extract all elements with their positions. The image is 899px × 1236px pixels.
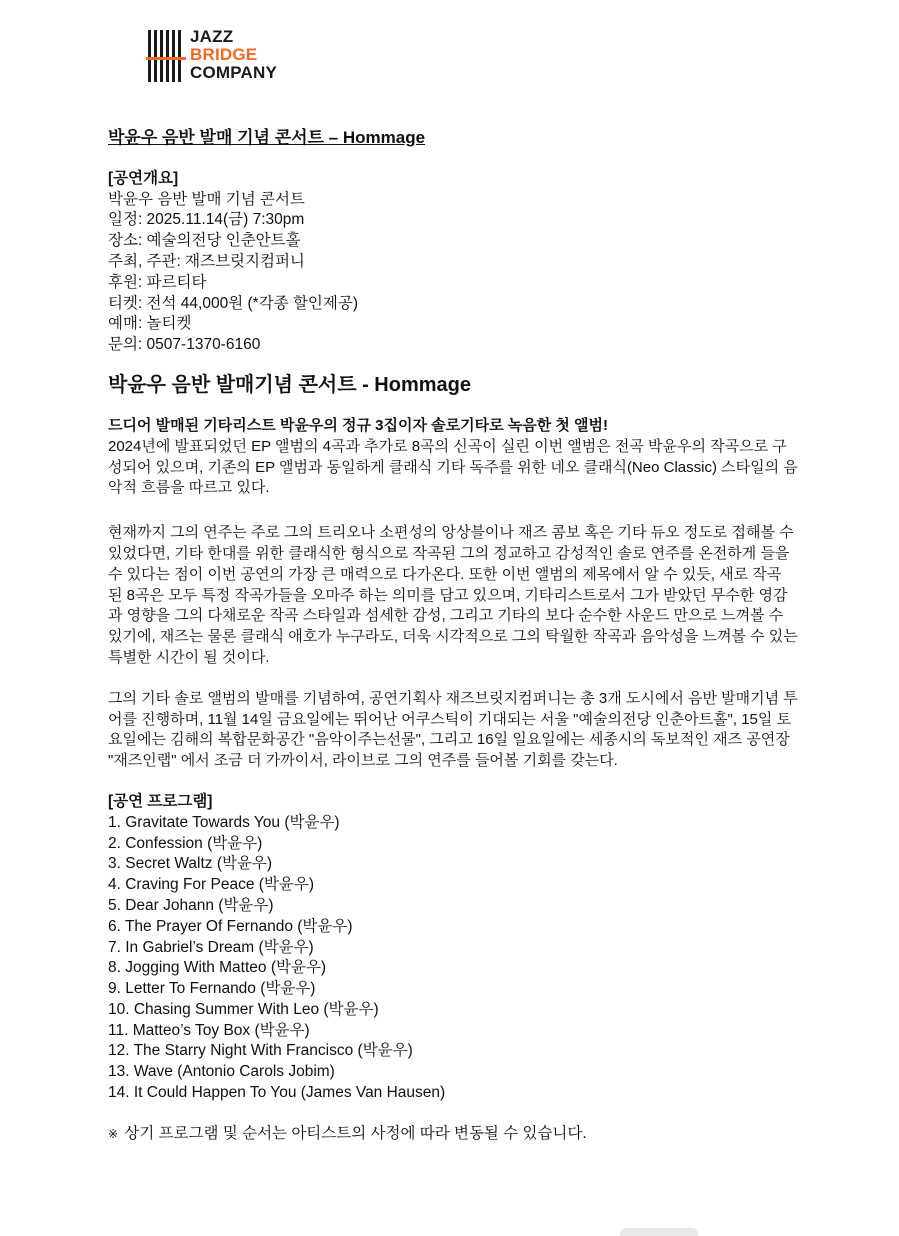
overview-heading: [공연개요]: [108, 169, 179, 187]
document-title: 박윤우 음반 발매 기념 콘서트 – Hommage: [108, 128, 426, 147]
program-note: [108, 1124, 798, 1145]
company-logo: [148, 26, 298, 88]
logo-line-3: COMPANY: [190, 63, 278, 82]
reference-mark-icon: ※: [108, 1126, 119, 1141]
program-item: 13. Wave (Antonio Carols Jobim): [108, 1063, 335, 1081]
program-item: 6. The Prayer Of Fernando (박윤우): [108, 917, 353, 935]
program-list: [108, 813, 798, 1104]
paragraph-3: 그의 기타 솔로 앨범의 발매를 기념하여, 공연기획사 재즈브릿지컴퍼니는 총 3개 도시에서 음반 발매기념 투어를 진행하며, 11월 14일 금요일에는 뛰어난 어쿠스틱이 기대되는 서울 "예술의전당 인춘아트홀", 15일 토요일에는 김해의 복합문화공간 "음악이주는선물", 그리고 16일 일요일에는 세종시의 독보적인 재즈 공연장 "재즈인랩" 에서 조금 더 가까이서, 라이브로 그의 연주를 들어볼 기회를 갖는다.: [108, 689, 798, 770]
overview-contact: 문의: 0507-1370-6160: [108, 336, 261, 354]
program-item: 5. Dear Johann (박윤우): [108, 896, 274, 914]
main-title: 박윤우 음반 발매기념 콘서트 - Hommage: [108, 373, 471, 396]
logo-line-2: BRIDGE: [190, 45, 258, 64]
paragraph-2: 현재까지 그의 연주는 주로 그의 트리오나 소편성의 앙상블이나 재즈 콤보 혹은 기타 듀오 정도로 접해볼 수 있었다면, 기타 한대를 위한 클래식한 형식으로 작곡된 그의 정교하고 감성적인 솔로 연주를 온전하게 들을 수 있다는 점이 이번 공연의 가장 큰 매력으로 다가온다. 또한 이번 앨범의 제목에서 알 수 있듯, 새로 작곡 된 8곡은 모두 특정 작곡가들을 오마주 하는 의미를 담고 있으며, 기타리스트로서 그가 받았던 무수한 영감과 영향을 그의 다채로운 작곡 스타일과 섬세한 감성, 그리고 기타의 보다 순수한 사운드 만으로 느껴볼 수 있기에, 재즈는 물론 클래식 애호가 누구라도, 더욱 시각적으로 그의 탁월한 작곡과 음악성을 느껴볼 수 있는 특별한 시간이 될 것이다.: [108, 524, 798, 666]
overview-organizer: 주최, 주관: 재즈브릿지컴퍼니: [108, 252, 305, 270]
program-item: 1. Gravitate Towards You (박윤우): [108, 813, 340, 831]
program-item: 8. Jogging With Matteo (박윤우): [108, 959, 327, 977]
program-item: 4. Craving For Peace (박윤우): [108, 876, 315, 894]
overview-line: 박윤우 음반 발매 기념 콘서트: [108, 190, 305, 208]
logo-bars-icon: [148, 30, 184, 82]
overview-venue: 장소: 예술의전당 인춘안트홀: [108, 232, 301, 250]
logo-wordmark: [190, 28, 277, 82]
logo-line-1: JAZZ: [190, 27, 234, 46]
program-item: 9. Letter To Fernando (박윤우): [108, 980, 316, 998]
program-item: 10. Chasing Summer With Leo (박윤우): [108, 1000, 379, 1018]
headline: 드디어 발매된 기타리스트 박윤우의 정규 3집이자 솔로기타로 녹음한 첫 앨범!: [108, 416, 609, 434]
program-item: 3. Secret Waltz (박윤우): [108, 855, 273, 873]
program-item: 7. In Gabriel’s Dream (박윤우): [108, 938, 314, 956]
program-item: 14. It Could Happen To You (James Van Hausen): [108, 1084, 446, 1102]
overview-date: 일정: 2025.11.14(금) 7:30pm: [108, 211, 305, 229]
paragraph-1: 2024년에 발표되었던 EP 앨범의 4곡과 추가로 8곡의 신곡이 실린 이번 앨범은 전곡 박윤우의 작곡으로 구성되어 있으며, 기존의 EP 앨범과 동일하게 클래식 기타 독주를 위한 네오 클래식(Neo Classic) 스타일의 음악적 흐름을 따르고 있다.: [108, 437, 798, 497]
document-body: [108, 128, 798, 1145]
overview-sponsor: 후원: 파르티타: [108, 273, 207, 291]
overview-list: [108, 190, 798, 356]
overview-booking: 예매: 놀티켓: [108, 315, 192, 333]
overview-ticket: 티켓: 전석 44,000원 (*각종 할인제공): [108, 294, 358, 312]
program-item: 2. Confession (박윤우): [108, 834, 263, 852]
program-item: 11. Matteo’s Toy Box (박윤우): [108, 1021, 310, 1039]
program-item: 12. The Starry Night With Francisco (박윤우): [108, 1042, 413, 1060]
scroll-indicator[interactable]: [620, 1228, 698, 1236]
program-heading: [공연 프로그램]: [108, 792, 213, 810]
note-text: 상기 프로그램 및 순서는 아티스트의 사정에 따라 변동될 수 있습니다.: [124, 1124, 587, 1142]
